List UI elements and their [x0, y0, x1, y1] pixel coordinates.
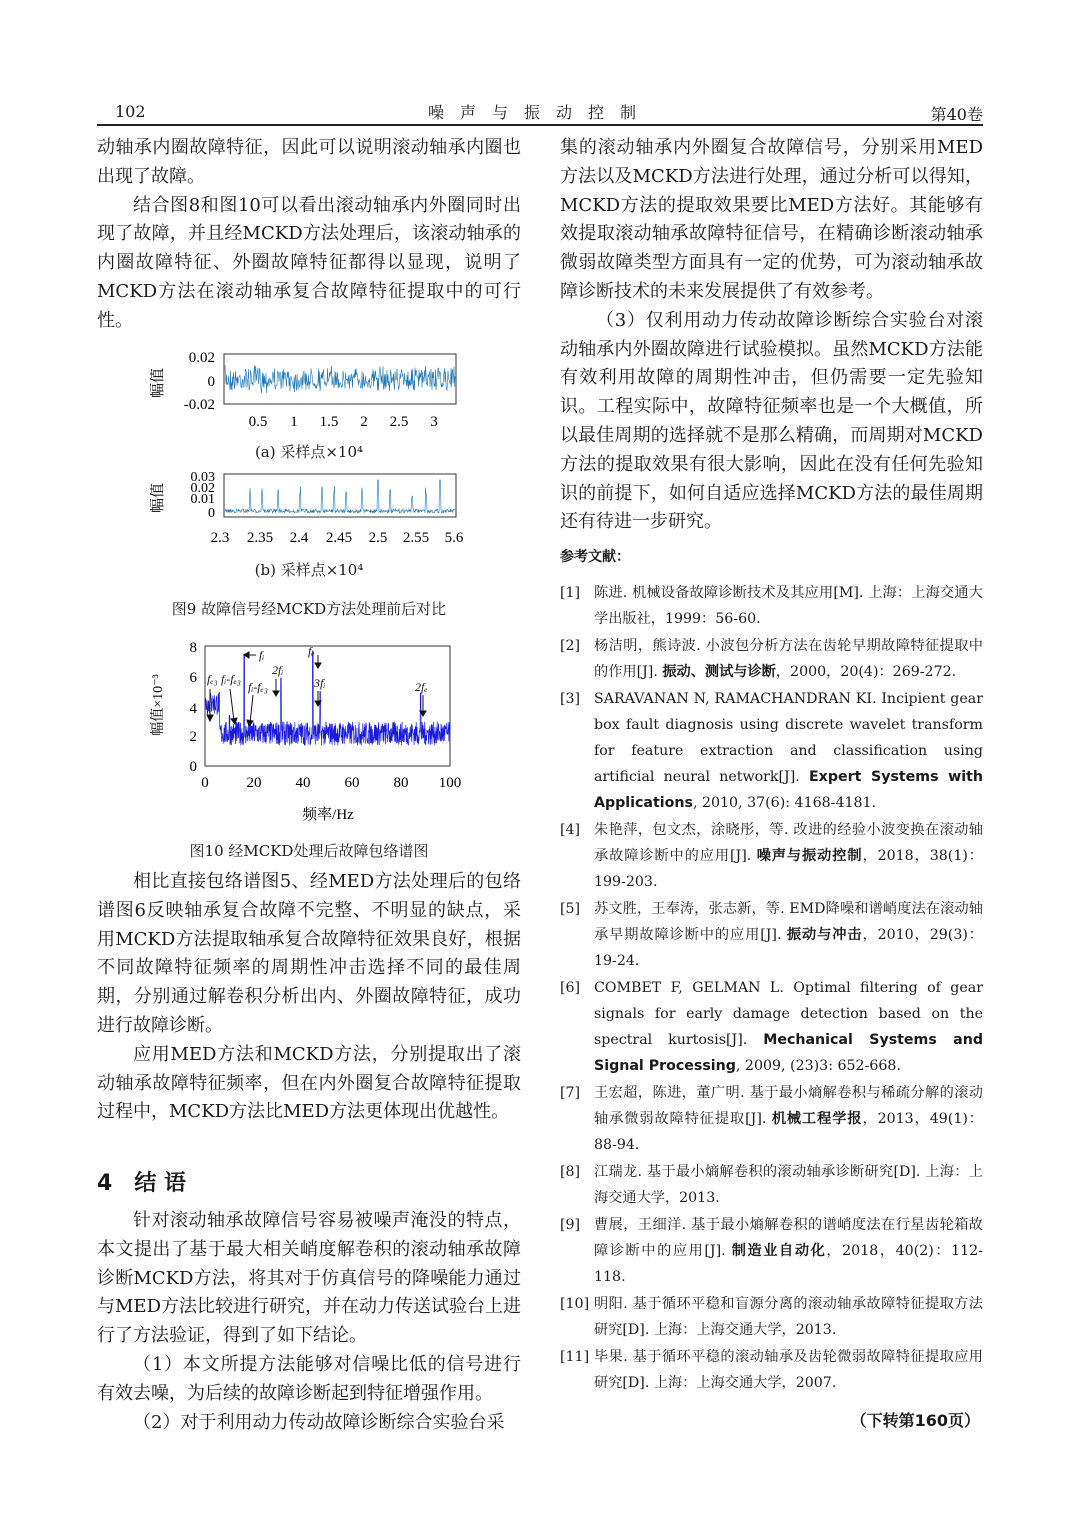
- annot-fi: fᵢ: [259, 648, 265, 662]
- paragraph: （1）本文所提方法能够对信噪比低的信号进行有效去噪，为后续的故障诊断起到特征增强作用。: [97, 1353, 521, 1404]
- reference-list: [560, 580, 983, 1397]
- figure-10: [148, 633, 478, 828]
- fig9b-xtick: 5.6: [444, 530, 464, 546]
- fig10-xlabel: 频率/Hz: [302, 807, 354, 823]
- fig9b-ytick: 0: [208, 506, 215, 521]
- fig9a-xtick: 1: [290, 414, 298, 430]
- continued-note: （下转第160页）: [850, 1411, 980, 1430]
- fig9b-xtick: 2.35: [246, 530, 274, 546]
- fig9b-caption: (b) 采样点×10⁴: [254, 561, 364, 579]
- fig10-xtick: 100: [438, 775, 462, 791]
- fig9b-ytick: 0.02: [190, 481, 215, 496]
- running-header: [97, 100, 983, 124]
- fig9a-xtick: 0.5: [248, 414, 268, 430]
- reference-item: [3] SARAVANAN N, RAMACHANDRAN KI. Incipient gear box fault diagnosis using discrete wavelet transform for feature extraction and classification using artificial neural network[J]. Expert Systems with Applications, 2010, 37(6): 4168-4181.: [560, 691, 983, 811]
- signal-trace: [225, 480, 455, 513]
- reference-item: [8] 江瑞龙. 基于最小熵解卷积的滚动轴承诊断研究[D]. 上海：上海交通大学，2013.: [560, 1164, 983, 1206]
- fig9b-xtick: 2.45: [325, 530, 353, 546]
- paragraph: （3）仅利用动力传动故障诊断综合实验台对滚动轴承内外圈故障进行试验模拟。虽然MCKD方法能有效利用故障的周期性冲击，但仍需要一定先验知识。工程实际中，故障特征频率也是一个大概值，所以最佳周期的选择就不是那么精确，而周期对MCKD方法的提取效果有很大影响，因此在没有任何先验知识的前提下，如何自适应选择MCKD方法的最佳周期还有待进一步研究。: [560, 309, 983, 533]
- fig9a-ytick: 0: [207, 374, 215, 390]
- reference-item: [2] 杨洁明，熊诗波. 小波包分析方法在齿轮早期故障特征提取中的作用[J]. 振动、测试与诊断，2000，20(4)：269-272.: [560, 638, 983, 680]
- fig10-xtick: 0: [201, 775, 209, 791]
- fig10-xtick: 20: [246, 775, 262, 791]
- reference-item: [9] 曹展，王细洋. 基于最小熵解卷积的谱峭度法在行星齿轮箱故障诊断中的应用[J]. 制造业自动化，2018，40(2)：112-118.: [560, 1217, 983, 1285]
- left-column-bottom: [97, 1207, 521, 1437]
- fig9b-xtick: 2.55: [402, 530, 430, 546]
- fig9a-caption: (a) 采样点×10⁴: [254, 443, 364, 461]
- fig9a-signal: [225, 365, 455, 393]
- reference-item: [7] 王宏超，陈进，董广明. 基于最小熵解卷积与稀疏分解的滚动轴承微弱故障特征提取[J]. 机械工程学报，2013，49(1)：88-94.: [560, 1085, 983, 1153]
- reference-item: [6] COMBET F, GELMAN L. Optimal filtering of gear signals for early damage detection based on the spectral kurtosis[J]. Mechanical Systems and Signal Processing, 2009, (23)3: 652-668.: [560, 980, 983, 1074]
- fig9a-ytick: 0.02: [188, 350, 215, 366]
- fig10-ytick: 0: [189, 759, 197, 775]
- fig10-ytick: 8: [189, 640, 197, 656]
- section-heading: [97, 1166, 208, 1197]
- reference-item: [4] 朱艳萍，包文杰，涂晓彤，等. 改进的经验小波变换在滚动轴承故障诊断中的应用[J]. 噪声与振动控制，2018，38(1)：199-203.: [560, 822, 983, 890]
- right-column: [560, 134, 983, 537]
- fig10-spectrum: [205, 651, 450, 746]
- signal-trace: [205, 651, 450, 746]
- fig9a-ytick: -0.02: [183, 397, 215, 413]
- paragraph: 针对滚动轴承故障信号容易被噪声淹没的特点，本文提出了基于最大相关峭度解卷积的滚动轴承故障诊断MCKD方法，将其对于仿真信号的降噪能力通过与MED方法比较进行研究，并在动力传送试验台上进行了方法验证，得到了如下结论。: [97, 1210, 521, 1347]
- annot-fi-fe3: fᵢ-fₑ₃: [221, 672, 241, 686]
- fig10-xtick: 80: [393, 775, 409, 791]
- paragraph: 结合图8和图10可以看出滚动轴承内外圈同时出现了故障，并且经MCKD方法处理后，该滚动轴承的内圈故障特征、外圈故障特征都得以显现，说明了MCKD方法在滚动轴承复合故障特征提取中的可行性。: [97, 194, 521, 331]
- paragraph: 动轴承内圈故障特征，因此可以说明滚动轴承内圈也出现了故障。: [97, 137, 521, 187]
- fig9a-xtick: 2: [360, 414, 368, 430]
- left-column-mid: [97, 868, 521, 1127]
- fig9b-ytick: 0.03: [190, 470, 215, 485]
- page-number: 102: [115, 102, 146, 121]
- fig9a-xtick: 1.5: [319, 414, 339, 430]
- paragraph: 相比直接包络谱图5、经MED方法处理后的包络谱图6反映轴承复合故障不完整、不明显的缺点，采用MCKD方法提取轴承复合故障特征效果良好，根据不同故障特征频率的周期性冲击选择不同的最佳周期，分别通过解卷积分析出内、外圈故障特征，成功进行故障诊断。: [97, 871, 521, 1036]
- annot-3fi: 3fᵢ: [314, 676, 326, 690]
- fig10-ytick: 2: [189, 729, 197, 745]
- fig9b-signal: [225, 480, 455, 513]
- fig9b-xtick: 2.3: [210, 530, 230, 546]
- header-rule: [97, 124, 983, 126]
- reference-item: [1] 陈进. 机械设备故障诊断技术及其应用[M]. 上海：上海交通大学出版社，1999：56-60.: [560, 585, 983, 627]
- figure-9a: [150, 348, 480, 443]
- fig10-ytick: 6: [189, 670, 197, 686]
- fig9b-xtick: 2.5: [368, 530, 388, 546]
- annot-fe3: fₑ₃: [207, 672, 218, 686]
- reference-item: [11] 毕果. 基于循环平稳的滚动轴承及齿轮微弱故障特征提取应用研究[D]. 上海：上海交通大学，2007.: [560, 1349, 983, 1391]
- fig9b-ytick: 0.01: [190, 492, 215, 507]
- annot-2fi: 2fᵢ: [272, 663, 284, 677]
- fig9a-xtick: 3: [430, 414, 438, 430]
- figure-9b: [150, 468, 480, 553]
- annot-fe: fₑ: [308, 644, 315, 658]
- fig9b-ylabel: 幅值: [150, 482, 166, 514]
- paragraph: （2）对于利用动力传动故障诊断综合实验台采: [133, 1411, 505, 1433]
- fig10-caption: 图10 经MCKD处理后故障包络谱图: [189, 842, 429, 860]
- fig9a-xtick: 2.5: [389, 414, 409, 430]
- signal-trace: [225, 365, 455, 393]
- left-column-top: [97, 134, 521, 336]
- paragraph: 集的滚动轴承内外圈复合故障信号，分别采用MED方法以及MCKD方法进行处理，通过分析可以得知，MCKD方法的提取效果要比MED方法好。其能够有效提取滚动轴承故障特征信号，在精确诊断滚动轴承微弱故障类型方面具有一定的优势，可为滚动轴承故障诊断技术的未来发展提供了有效参考。: [560, 137, 983, 302]
- fig10-xtick: 60: [344, 775, 360, 791]
- paragraph: 应用MED方法和MCKD方法，分别提取出了滚动轴承故障特征频率，但在内外圈复合故障特征提取过程中，MCKD方法比MED方法更体现出优越性。: [97, 1043, 521, 1123]
- fig10-ytick: 4: [189, 701, 197, 717]
- reference-item: [10] 明阳. 基于循环平稳和盲源分离的滚动轴承故障特征提取方法研究[D]. 上海：上海交通大学，2013.: [560, 1296, 983, 1338]
- section-title: 结 语: [134, 1171, 186, 1196]
- fig9a-ylabel: 幅值: [150, 367, 166, 399]
- annot-fi-fe3-b: fᵢ-fₑ₃: [248, 680, 268, 694]
- reference-item: [5] 苏文胜，王奉涛，张志新，等. EMD降噪和谱峭度法在滚动轴承早期故障诊断中的应用[J]. 振动与冲击，2010，29(3)：19-24.: [560, 901, 983, 969]
- section-number: 4: [97, 1171, 113, 1196]
- volume: 第40卷: [930, 105, 983, 124]
- journal-name: 噪声与振动控制: [427, 103, 652, 122]
- fig10-xtick: 40: [295, 775, 311, 791]
- references-title: 参考文献：: [560, 549, 630, 565]
- fig9-caption: 图9 故障信号经MCKD方法处理前后对比: [171, 600, 447, 618]
- fig10-ylabel: 幅值×10⁻³: [151, 674, 166, 736]
- fig9b-xtick: 2.4: [289, 530, 309, 546]
- annot-2fe: 2fₑ: [415, 680, 428, 694]
